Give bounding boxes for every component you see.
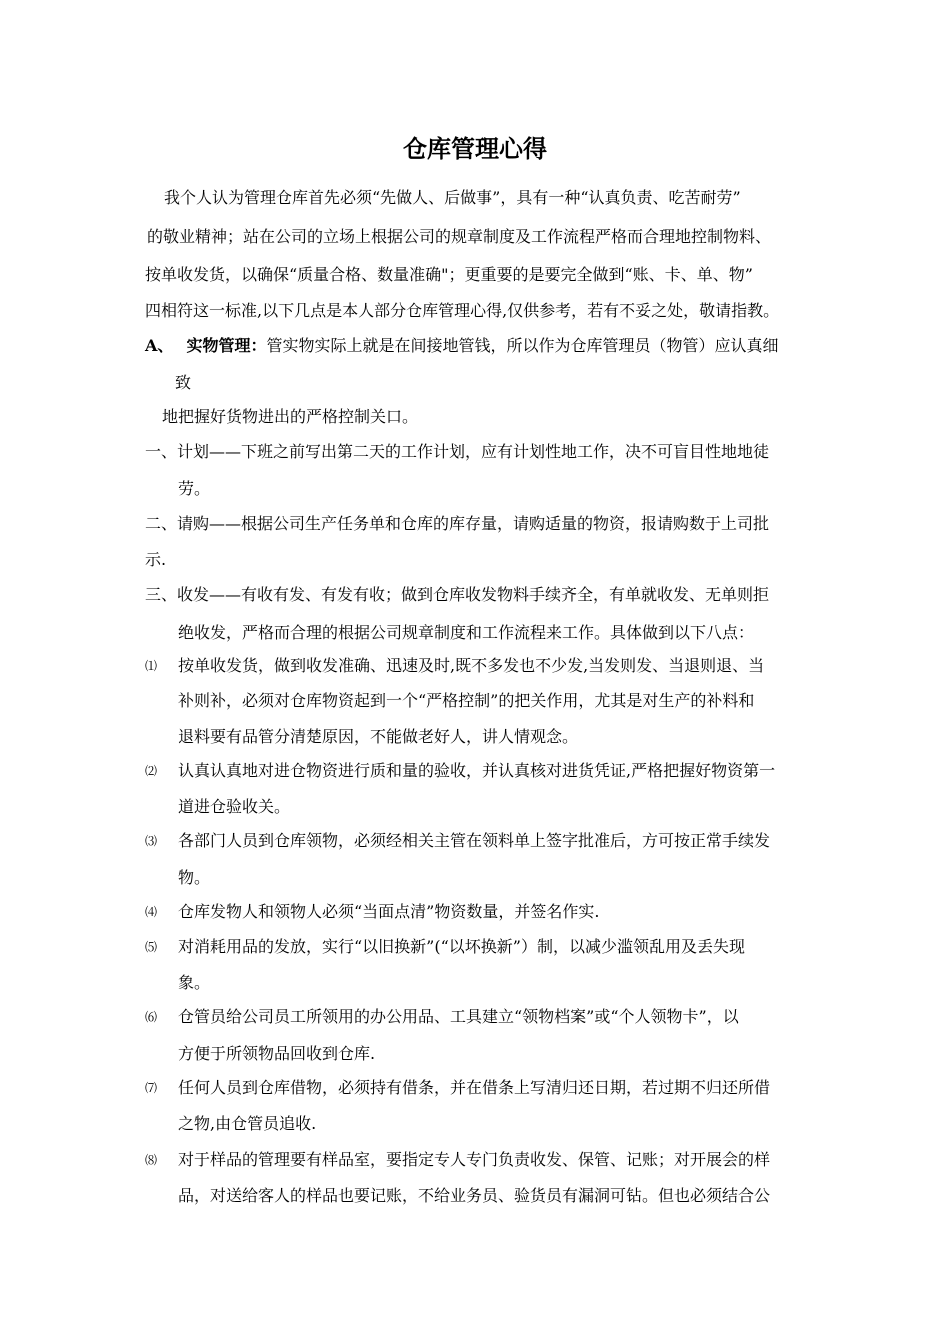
point-2-number: ⑵ — [145, 764, 158, 778]
point-6-line-1: 仓管员给公司员工所领用的办公用品、工具建立“领物档案”或“个人领物卡”，以 — [178, 1007, 739, 1026]
section-a-heading: 实物管理： — [186, 336, 267, 355]
point-1-line-3: 退料要有品管分清楚原因，不能做老好人，讲人情观念。 — [178, 727, 579, 746]
point-2-line-2: 道进仓验收关。 — [178, 797, 291, 816]
section-a-line — [145, 335, 779, 357]
item-three-line-2: 绝收发，严格而合理的根据公司规章制度和工作流程来工作。具体做到以下八点： — [178, 623, 755, 642]
intro-line-4: 四相符这一标准,以下几点是本人部分仓库管理心得,仅供参考，若有不妥之处，敬请指教。 — [145, 301, 780, 320]
point-5-number: ⑸ — [145, 940, 158, 954]
section-a-text: 管实物实际上就是在间接地管钱，所以作为仓库管理员（物管）应认真细 — [266, 336, 779, 355]
point-8-line-2: 品，对送给客人的样品也要记账，不给业务员、验货员有漏洞可钻。但也必须结合公 — [178, 1186, 771, 1205]
section-a-cont-2: 地把握好货物进出的严格控制关口。 — [162, 407, 419, 426]
section-a-marker: A、 — [145, 336, 174, 355]
point-1-number: ⑴ — [145, 659, 158, 673]
point-6-number: ⑹ — [145, 1010, 158, 1024]
item-two-line-2: 示. — [145, 550, 167, 569]
point-7-line-1: 任何人员到仓库借物，必须持有借条，并在借条上写清归还日期，若过期不归还所借 — [178, 1078, 771, 1097]
item-one-line-1: 一、计划——下班之前写出第二天的工作计划，应有计划性地工作，决不可盲目性地地徒 — [145, 442, 770, 461]
point-4-line-1: 仓库发物人和领物人必须“当面点清”物资数量，并签名作实. — [178, 902, 600, 921]
point-1-line-1: 按单收发货，做到收发准确、迅速及时,既不多发也不少发,当发则发、当退则退、当 — [178, 656, 765, 675]
point-6-line-2: 方便于所领物品回收到仓库. — [178, 1044, 376, 1063]
point-7-number: ⑺ — [145, 1081, 158, 1095]
point-8-line-1: 对于样品的管理要有样品室，要指定专人专门负责收发、保管、记账；对开展会的样 — [178, 1150, 771, 1169]
point-7-line-2: 之物,由仓管员追收. — [178, 1114, 317, 1133]
point-4-number: ⑷ — [145, 905, 158, 919]
intro-line-1: 我个人认为管理仓库首先必须“先做人、后做事”，具有一种“认真负责、吃苦耐劳” — [164, 188, 741, 207]
point-1-line-2: 补则补，必须对仓库物资起到一个“严格控制”的把关作用，尤其是对生产的补料和 — [178, 691, 755, 710]
point-8-number: ⑻ — [145, 1153, 158, 1167]
item-three-line-1: 三、收发——有收有发、有发有收；做到仓库收发物料手续齐全，有单就收发、无单则拒 — [145, 585, 770, 604]
section-a-cont-1: 致 — [175, 373, 192, 392]
item-one-line-2: 劳。 — [178, 479, 211, 498]
intro-line-2: 的敬业精神；站在公司的立场上根据公司的规章制度及工作流程严格而合理地控制物料、 — [147, 227, 772, 246]
intro-line-3: 按单收发货，以确保“质量合格、数量准确"；更重要的是要完全做到“账、卡、单、物” — [145, 265, 753, 284]
point-2-line-1: 认真认真地对进仓物资进行质和量的验收，并认真核对进货凭证,严格把握好物资第一 — [178, 761, 776, 780]
point-5-line-1: 对消耗用品的发放，实行“以旧换新”(“以坏换新”）制，以减少滥领乱用及丢失现 — [178, 937, 745, 956]
point-3-number: ⑶ — [145, 834, 158, 848]
point-5-line-2: 象。 — [178, 973, 211, 992]
document-title: 仓库管理心得 — [403, 134, 547, 163]
item-two-line-1: 二、请购——根据公司生产任务单和仓库的库存量，请购适量的物资，报请购数于上司批 — [145, 514, 770, 533]
point-3-line-1: 各部门人员到仓库领物，必须经相关主管在领料单上签字批准后，方可按正常手续发 — [178, 831, 771, 850]
point-3-line-2: 物。 — [178, 868, 211, 887]
